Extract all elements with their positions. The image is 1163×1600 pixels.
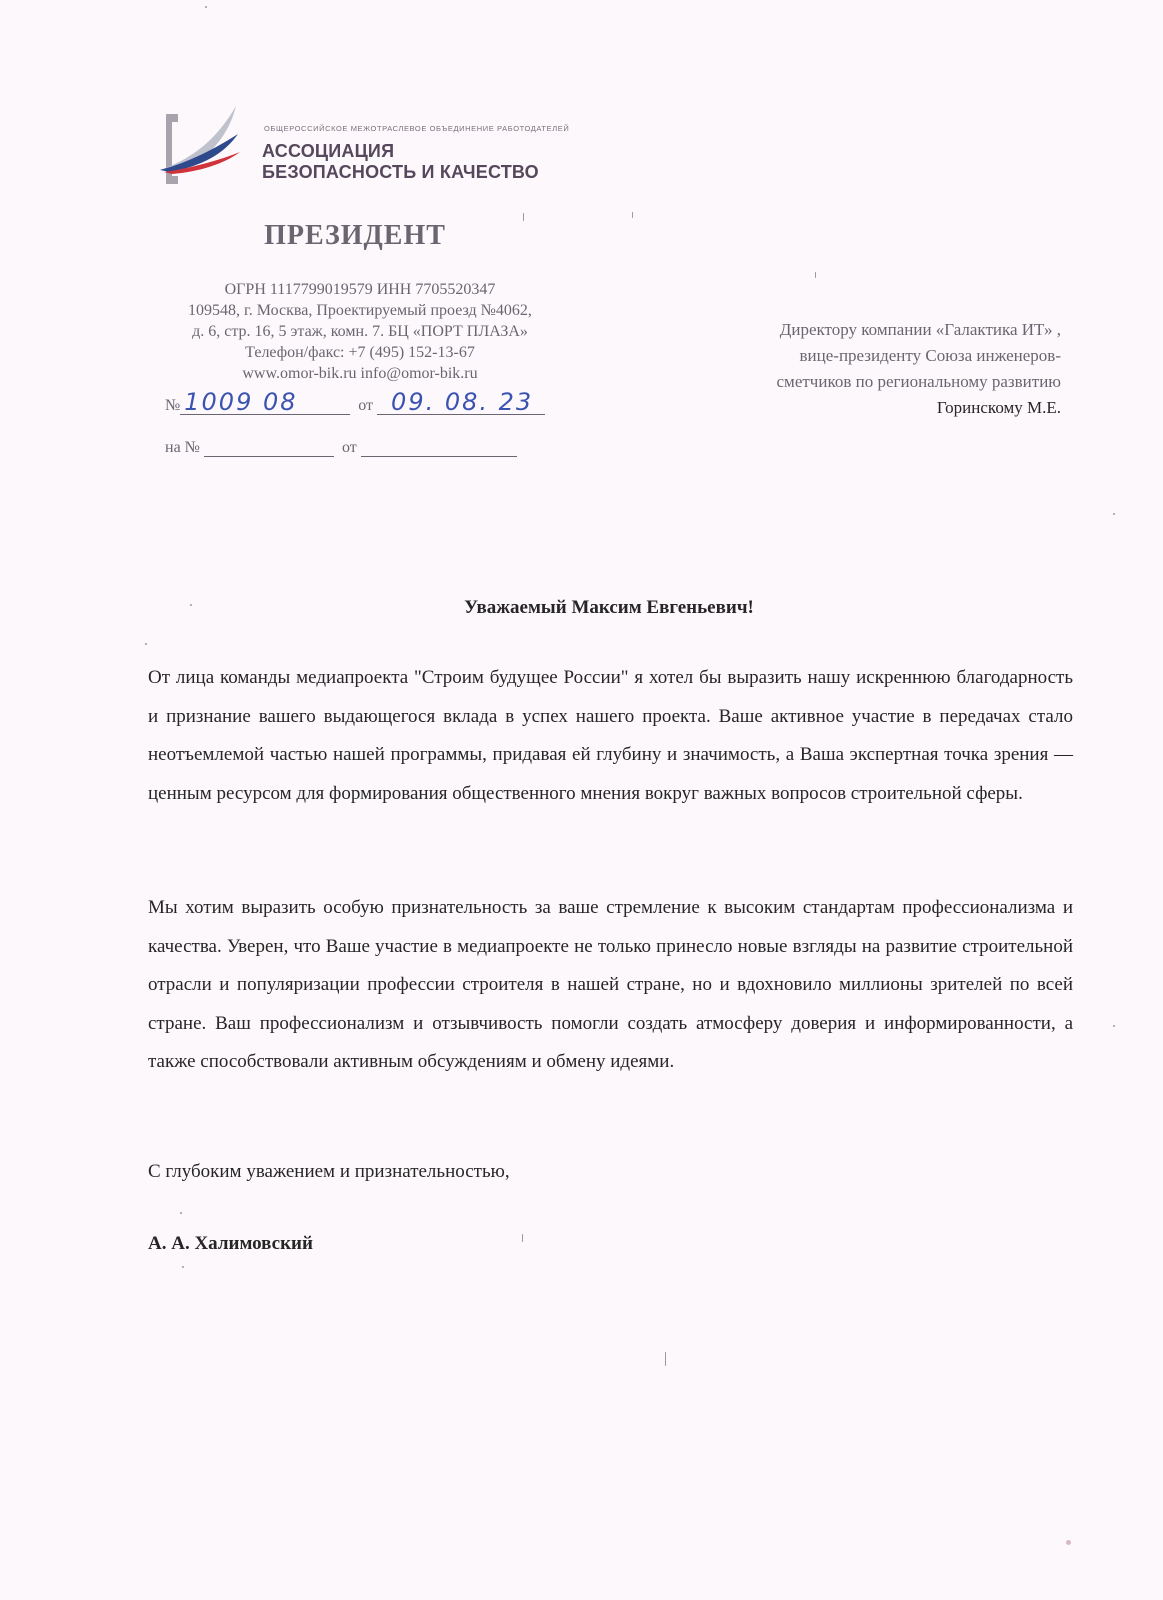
scan-speck <box>205 6 207 8</box>
scan-speck <box>665 1352 666 1366</box>
scan-speck <box>522 1234 523 1242</box>
address-line2: д. 6, стр. 16, 5 этаж, комн. 7. БЦ «ПОРТ ПЛАЗА» <box>192 323 528 340</box>
number-blank <box>180 388 350 416</box>
handwritten-date: 09. 08. 23 <box>391 388 534 416</box>
address-line1: 109548, г. Москва, Проектируемый проезд №4062, <box>188 302 532 319</box>
closing: С глубоким уважением и признательностью, <box>148 1161 510 1182</box>
org-tagline: ОБЩЕРОССИЙСКОЕ МЕЖОТРАСЛЕВОЕ ОБЪЕДИНЕНИЕ РАБОТОДАТЕЛЕЙ <box>264 124 570 133</box>
outgoing-registration <box>165 388 545 416</box>
scan-speck <box>180 1212 182 1214</box>
scan-speck <box>1113 1025 1115 1027</box>
addressee-line2: вице-президенту Союза инженеров- <box>799 346 1061 365</box>
web-email: www.omor-bik.ru info@omor-bik.ru <box>242 365 478 382</box>
scan-speck <box>145 643 147 645</box>
scan-speck <box>523 213 524 221</box>
handwritten-number: 1009 08 <box>184 388 298 416</box>
org-name-line1: АССОЦИАЦИЯ <box>262 141 395 161</box>
scan-speck <box>190 604 192 606</box>
sender-requisites <box>140 279 580 384</box>
phone: Телефон/факс: +7 (495) 152-13-67 <box>245 344 475 361</box>
reply-registration <box>165 438 517 457</box>
org-name <box>262 141 539 183</box>
addressee-block <box>777 317 1061 421</box>
scan-speck <box>1113 513 1115 515</box>
paragraph-1: От лица команды медиапроекта "Строим будущее России" я хотел бы выразить нашу искреннюю благодарность и признание вашего выдающегося вклада в успех нашего проекта. Ваше активное участие в передачах стало неотъемлемой частью нашей программы, придавая ей глубину и значимость, а Ваша экспертная точка зрения — ценным ресурсом для формирования общественного мнения вокруг важных вопросов строительной сферы. <box>148 667 1073 804</box>
salutation: Уважаемый Максим Евгеньевич! <box>464 597 754 618</box>
number-label: № <box>165 397 181 414</box>
paragraph-2: Мы хотим выразить особую признательность за ваше стремление к высоким стандартам профессионализма и качества. Уверен, что Ваше участие в медиапроекте не только принесло новые взгляды на развитие строительной отрасли и популяризации профессии строителя в нашей стране, но и вдохновило миллионы зрителей по всей стране. Ваш профессионализм и отзывчивость помогли создать атмосферу доверия и информированности, а также способствовали активным обсуждениям и обмену идеями. <box>148 897 1073 1072</box>
scan-speck <box>1066 1540 1071 1545</box>
addressee-name: Горинскому М.Е. <box>936 398 1061 417</box>
reply-date-label: от <box>341 439 357 456</box>
reply-date-blank <box>361 438 517 457</box>
signer-name: А. А. Халимовский <box>148 1233 313 1254</box>
addressee-line1: Директору компании «Галактика ИТ» , <box>779 320 1061 339</box>
association-logo-icon <box>158 104 248 194</box>
scan-speck <box>815 272 816 278</box>
addressee-line3: сметчиков по региональному развитию <box>776 372 1061 391</box>
scan-speck <box>182 1266 184 1268</box>
date-label: от <box>358 397 374 414</box>
reply-number-label: на № <box>165 439 200 456</box>
org-name-line2: БЕЗОПАСНОСТЬ И КАЧЕСТВО <box>262 162 539 182</box>
sender-title: ПРЕЗИДЕНТ <box>264 220 446 251</box>
scan-speck <box>632 212 633 218</box>
reply-number-blank <box>204 438 334 457</box>
date-blank <box>377 388 545 416</box>
ogrn-inn: ОГРН 1117799019579 ИНН 7705520347 <box>224 281 496 298</box>
